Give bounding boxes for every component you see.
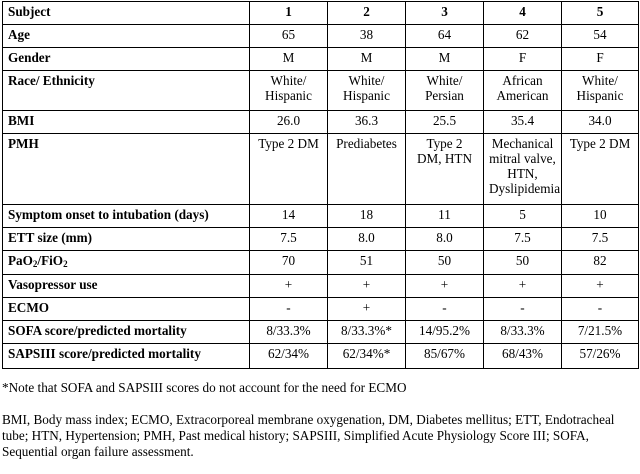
cell-sofa-5: 7/21.5%	[562, 321, 639, 344]
cell-ecmo-1: -	[250, 298, 328, 321]
cell-pmh-5	[562, 134, 639, 205]
row-label-ecmo: ECMO	[3, 298, 250, 321]
cell-sofa-4: 8/33.3%	[484, 321, 562, 344]
cell-pmh-4-line-1: Mechanical	[491, 136, 554, 151]
cell-pmh-1-line-1: Type 2 DM	[258, 136, 319, 151]
cell-ecmo-3: -	[406, 298, 484, 321]
table-row-vasopressor	[3, 275, 639, 298]
cell-race-5-line-2: Hispanic	[576, 88, 624, 103]
cell-ett-5: 7.5	[562, 228, 639, 251]
cell-pmh-4-line-3: HTN,	[507, 166, 538, 181]
header-subject-3: 3	[406, 2, 484, 25]
table-row-pafi	[3, 251, 639, 275]
cell-pmh-2-line-1: Prediabetes	[336, 136, 397, 151]
pafi-label-pao: PaO	[8, 253, 33, 268]
cell-ecmo-2: +	[328, 298, 406, 321]
cell-gender-1: M	[250, 48, 328, 71]
header-subject-4: 4	[484, 2, 562, 25]
row-label-gender: Gender	[3, 48, 250, 71]
header-subject-1: 1	[250, 2, 328, 25]
cell-race-3-line-2: Persian	[425, 88, 464, 103]
cell-sofa-3: 14/95.2%	[406, 321, 484, 344]
row-label-sofa: SOFA score/predicted mortality	[3, 321, 250, 344]
cell-race-4-line-2: American	[496, 88, 549, 103]
table-row-onset	[3, 205, 639, 228]
row-label-age: Age	[3, 25, 250, 48]
cell-race-3-line-1: White/	[426, 73, 463, 88]
cell-gender-4: F	[484, 48, 562, 71]
table-footnote: *Note that SOFA and SAPSIII scores do not account for the need for ECMO	[2, 380, 407, 395]
cell-pmh-4-line-2: mitral valve,	[489, 151, 556, 166]
cell-age-3: 64	[406, 25, 484, 48]
cell-sofa-1: 8/33.3%	[250, 321, 328, 344]
cell-onset-1: 14	[250, 205, 328, 228]
cell-race-2-line-1: White/	[348, 73, 385, 88]
cell-pmh-1	[250, 134, 328, 205]
cell-ett-2: 8.0	[328, 228, 406, 251]
table-header-row	[3, 2, 639, 25]
cell-age-2: 38	[328, 25, 406, 48]
cell-ett-3: 8.0	[406, 228, 484, 251]
row-label-sapsiii: SAPSIII score/predicted mortality	[3, 344, 250, 369]
cell-gender-5: F	[562, 48, 639, 71]
cell-age-4: 62	[484, 25, 562, 48]
table-row-bmi	[3, 111, 639, 134]
cell-pmh-3-line-1: Type 2	[426, 136, 463, 151]
row-label-pmh: PMH	[3, 134, 250, 205]
cell-race-4-line-1: African	[502, 73, 543, 88]
cell-age-5: 54	[562, 25, 639, 48]
row-label-pafi	[3, 251, 250, 275]
cell-ett-4: 7.5	[484, 228, 562, 251]
cell-vaso-1: +	[250, 275, 328, 298]
cell-saps-2: 62/34%*	[328, 344, 406, 369]
table-row-age	[3, 25, 639, 48]
cell-pmh-2	[328, 134, 406, 205]
table-row-gender	[3, 48, 639, 71]
cell-bmi-1: 26.0	[250, 111, 328, 134]
cell-pmh-3-line-2: DM, HTN	[417, 151, 472, 166]
cell-pafi-4: 50	[484, 251, 562, 275]
cell-saps-1: 62/34%	[250, 344, 328, 369]
pafi-label-fio: /FiO	[37, 253, 64, 268]
cell-race-3	[406, 71, 484, 111]
table-row-sofa	[3, 321, 639, 344]
row-label-ett: ETT size (mm)	[3, 228, 250, 251]
cell-pmh-3	[406, 134, 484, 205]
pafi-label-sub-2: 2	[63, 259, 68, 269]
table-row-race	[3, 71, 639, 111]
cell-pafi-2: 51	[328, 251, 406, 275]
cell-vaso-5: +	[562, 275, 639, 298]
cell-age-1: 65	[250, 25, 328, 48]
cell-saps-5: 57/26%	[562, 344, 639, 369]
cell-pmh-5-line-1: Type 2 DM	[569, 136, 631, 151]
cell-pmh-4-line-4: Dyslipidemia	[489, 181, 561, 196]
table-row-ett	[3, 228, 639, 251]
cell-vaso-4: +	[484, 275, 562, 298]
row-label-vasopressor: Vasopressor use	[3, 275, 250, 298]
cell-onset-4: 5	[484, 205, 562, 228]
cell-race-2	[328, 71, 406, 111]
cell-pafi-5: 82	[562, 251, 639, 275]
cell-onset-5: 10	[562, 205, 639, 228]
table-row-pmh	[3, 134, 639, 205]
cell-pafi-1: 70	[250, 251, 328, 275]
header-subject-2: 2	[328, 2, 406, 25]
cell-bmi-2: 36.3	[328, 111, 406, 134]
cell-pmh-4	[484, 134, 562, 205]
cell-vaso-3: +	[406, 275, 484, 298]
cell-ecmo-5: -	[562, 298, 639, 321]
table-row-sapsiii	[3, 344, 639, 369]
cell-onset-3: 11	[406, 205, 484, 228]
pafi-label-sub-1: 2	[32, 259, 38, 269]
cell-saps-4: 68/43%	[484, 344, 562, 369]
cell-race-5-line-1: White/	[582, 73, 618, 88]
cell-gender-3: M	[406, 48, 484, 71]
cell-bmi-5: 34.0	[562, 111, 639, 134]
cell-race-1-line-1: White/	[270, 73, 307, 88]
cell-sofa-2: 8/33.3%*	[328, 321, 406, 344]
row-label-race: Race/ Ethnicity	[3, 71, 250, 111]
row-label-onset: Symptom onset to intubation (days)	[3, 205, 250, 228]
cell-bmi-3: 25.5	[406, 111, 484, 134]
header-subject-5: 5	[562, 2, 639, 25]
header-subject-label: Subject	[3, 2, 250, 25]
cell-race-1	[250, 71, 328, 111]
cell-onset-2: 18	[328, 205, 406, 228]
row-label-bmi: BMI	[3, 111, 250, 134]
cell-saps-3: 85/67%	[406, 344, 484, 369]
cell-race-5	[562, 71, 639, 111]
cell-race-2-line-2: Hispanic	[343, 88, 390, 103]
cell-pafi-3: 50	[406, 251, 484, 275]
cell-ett-1: 7.5	[250, 228, 328, 251]
cell-race-1-line-2: Hispanic	[265, 88, 312, 103]
cell-ecmo-4: -	[484, 298, 562, 321]
cell-gender-2: M	[328, 48, 406, 71]
table-row-ecmo	[3, 298, 639, 321]
document-page	[0, 1, 640, 460]
abbreviations-note: BMI, Body mass index; ECMO, Extracorporeal membrane oxygenation, DM, Diabetes mellitus; ETT, Endotracheal tube; HTN, Hypertension; PMH, Past medical history; SAPSIII, Simplified Acute Physiology Score III; SOFA, Sequential organ failure assessment.	[2, 412, 615, 459]
cell-bmi-4: 35.4	[484, 111, 562, 134]
patient-characteristics-table	[2, 1, 639, 369]
cell-vaso-2: +	[328, 275, 406, 298]
cell-race-4	[484, 71, 562, 111]
